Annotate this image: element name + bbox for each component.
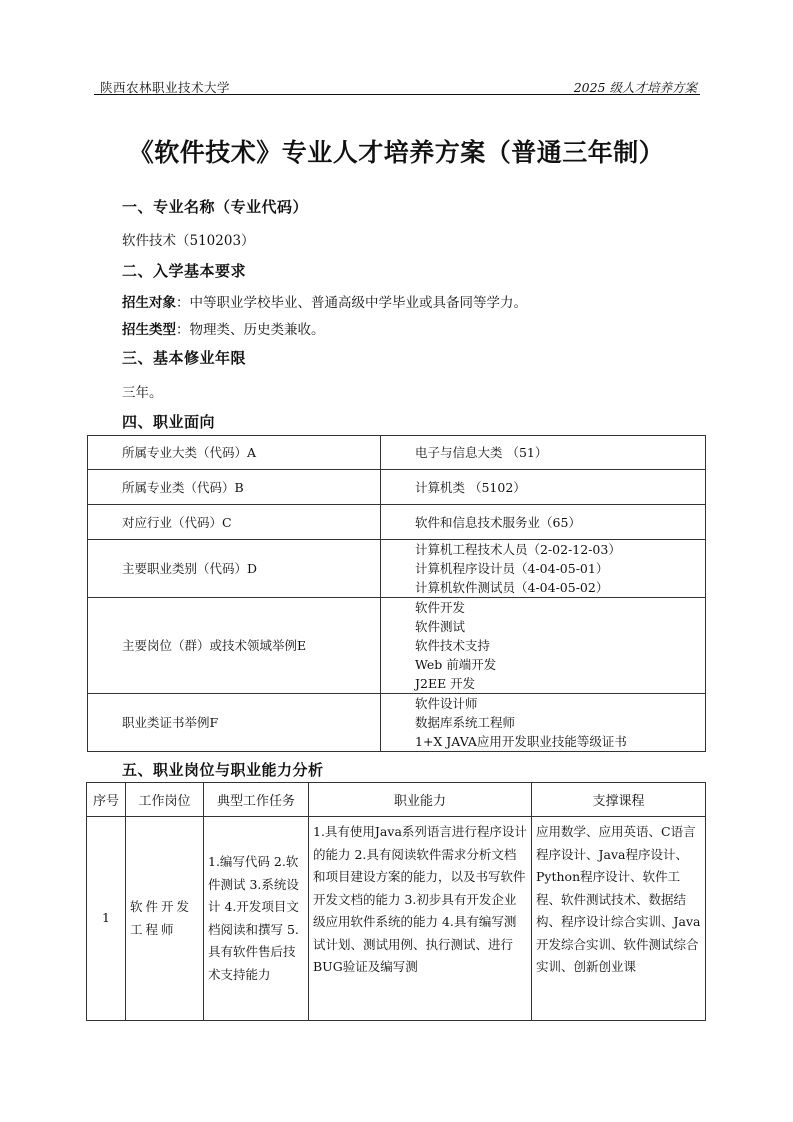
table-header-row [87,783,706,817]
section-heading-career: 四、职业面向 [122,413,216,431]
table-cell-label: 职业类证书举例F [88,694,381,752]
section-heading-duration: 三、基本修业年限 [122,349,247,367]
table-cell-value: 软件和信息技术服务业（65） [381,505,706,540]
table-cell-label: 主要岗位（群）或技术领域举例E [88,598,381,694]
section-heading-admission: 二、入学基本要求 [122,262,247,280]
list-item: J2EE 开发 [415,676,476,691]
list-item: 计算机程序设计员（4-04-05-01） [415,561,609,576]
table-cell-value-list [381,540,706,598]
admission-type-text: ：物理类、历史类兼收。 [176,322,325,338]
major-name-text: 软件技术（510203） [122,233,255,249]
cell-no: 1 [87,817,126,1021]
document-title: 《软件技术》专业人才培养方案（普通三年制） [128,138,665,167]
table-row [88,598,706,694]
table-row [88,470,706,505]
column-header-position: 工作岗位 [126,783,204,817]
column-header-courses: 支撑课程 [532,783,706,817]
admission-type [122,318,325,338]
table-cell-value: 计算机类 （5102） [381,470,706,505]
header-rule [94,94,700,95]
column-header-tasks: 典型工作任务 [204,783,309,817]
table-row [88,505,706,540]
admission-target-text: ：中等职业学校毕业、普通高级中学毕业或具备同等学力。 [176,295,527,311]
table-row [87,817,706,1021]
table-cell-label: 主要职业类别（代码）D [88,540,381,598]
list-item: 软件设计师 [415,696,478,711]
duration-text: 三年。 [122,385,163,401]
cell-position: 软件开发工程师 [126,817,204,1021]
list-item: 数据库系统工程师 [415,715,516,730]
table-row [88,436,706,470]
cell-tasks: 1.编写代码 2.软件测试 3.系统设计 4.开发项目文档阅读和撰写 5.具有软件售后技术支持能力 [204,817,309,1021]
header-school-name: 陕西农林职业技术大学 [100,80,231,95]
list-item: Web 前端开发 [415,657,497,672]
table-row [88,694,706,752]
cell-abilities: 1.具有使用Java系列语言进行程序设计的能力 2.具有阅读软件需求分析文档和项目建设方案的能力，以及书写软件开发文档的能力 3.初步具有开发企业级应用软件系统的能力 4.具有编写测试计划、测试用例、执行测试、进行BUG验证及编写测 [309,817,532,1021]
table-cell-value-list [381,598,706,694]
cell-courses: 应用数学、应用英语、C语言程序设计、Java程序设计、Python程序设计、软件工程、软件测试技术、数据结构、程序设计综合实训、Java开发综合实训、软件测试综合实训、创新创业课 [532,817,706,1021]
list-item: 计算机工程技术人员（2-02-12-03） [415,542,621,557]
section-heading-ability-analysis: 五、职业岗位与职业能力分析 [122,761,324,779]
column-header-abilities: 职业能力 [309,783,532,817]
ability-analysis-table [86,782,706,1021]
career-orientation-table [87,435,706,752]
admission-target-label: 招生对象 [122,295,176,311]
column-header-no: 序号 [87,783,126,817]
admission-target [122,291,527,311]
section-heading-major-name: 一、专业名称（专业代码） [122,198,309,216]
table-row [88,540,706,598]
admission-type-label: 招生类型 [122,322,176,338]
list-item: 软件测试 [415,619,466,634]
list-item: 软件开发 [415,600,466,615]
list-item: 1+X JAVA应用开发职业技能等级证书 [415,734,627,749]
header-doc-label: 2025 级人才培养方案 [573,80,697,95]
list-item: 计算机软件测试员（4-04-05-02） [415,580,609,595]
table-cell-label: 对应行业（代码）C [88,505,381,540]
table-cell-label: 所属专业类（代码）B [88,470,381,505]
list-item: 软件技术支持 [415,638,491,653]
table-cell-value: 电子与信息大类 （51） [381,436,706,470]
table-cell-value-list [381,694,706,752]
table-cell-label: 所属专业大类（代码）A [88,436,381,470]
